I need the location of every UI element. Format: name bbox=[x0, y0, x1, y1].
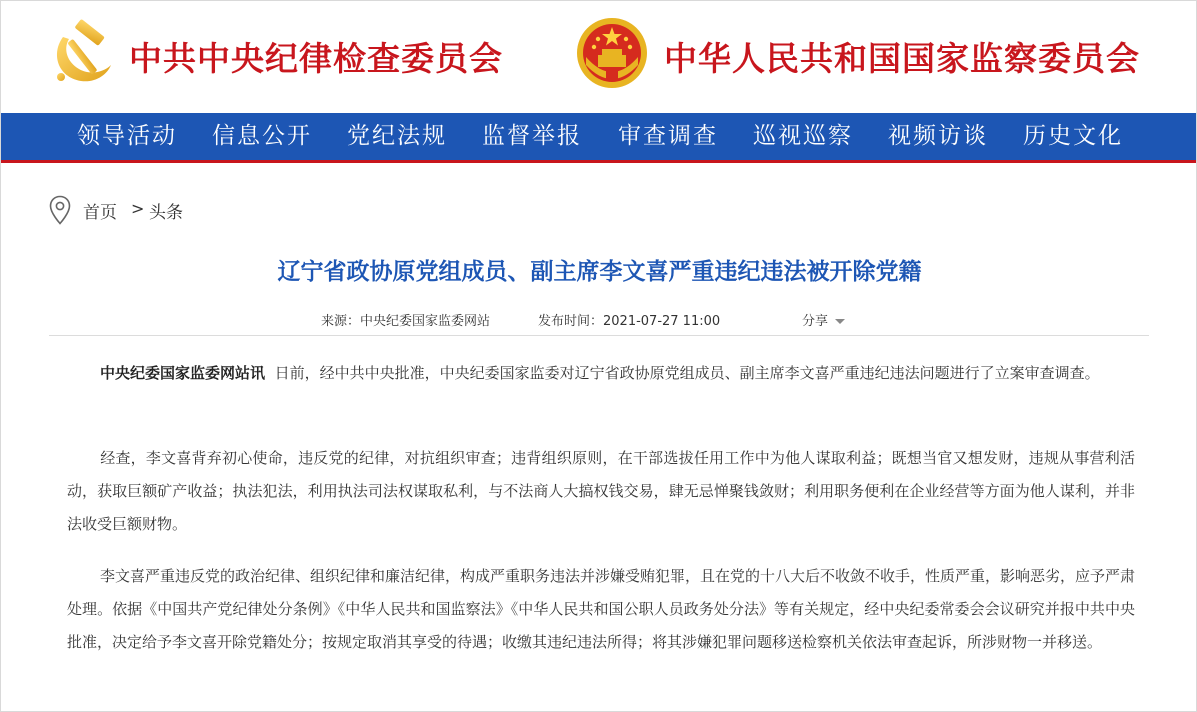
article-source: 来源：中央纪委国家监委网站 bbox=[321, 314, 491, 329]
national-emblem-icon bbox=[574, 15, 650, 91]
nav-item-report[interactable]: 监督举报 bbox=[482, 123, 582, 149]
article-paragraph-2 bbox=[67, 442, 1135, 541]
breadcrumb-current-link[interactable]: 头条 bbox=[149, 203, 183, 223]
nav-item-video[interactable]: 视频访谈 bbox=[888, 123, 988, 149]
divider bbox=[49, 335, 1149, 336]
hammer-sickle-icon bbox=[49, 19, 117, 87]
article-paragraph-2-text: 经查，李文喜背弃初心使命，违反党的纪律，对抗组织审查；违背组织原则，在干部选拔任用工作中为他人谋取利益；既想当官又想发财，违规从事营利活动，获取巨额矿产收益；执法犯法，利用执法司法权谋取私利，与不法商人大搞权钱交易，肆无忌惮聚钱敛财；利用职务便利在企业经营等方面为他人谋利，并非法收受巨额财物。 bbox=[67, 449, 1135, 533]
org-title-ccdi: 中共中央纪律检查委员会 bbox=[129, 39, 503, 78]
nav-item-history[interactable]: 历史文化 bbox=[1023, 123, 1123, 149]
location-pin-icon bbox=[49, 195, 71, 225]
breadcrumb-separator: > bbox=[131, 199, 145, 218]
article-lead: 中央纪委国家监委网站讯 bbox=[100, 364, 266, 382]
share-button[interactable] bbox=[802, 310, 845, 329]
article-paragraph-1 bbox=[67, 357, 1135, 390]
article-paragraph-3 bbox=[67, 560, 1135, 659]
nav-item-leadership[interactable]: 领导活动 bbox=[77, 123, 177, 149]
breadcrumb-home-link[interactable]: 首页 bbox=[83, 203, 117, 223]
main-nav bbox=[1, 113, 1197, 163]
caret-down-icon bbox=[835, 319, 845, 324]
article-paragraph-1-text: 日前，经中共中央批准，中央纪委国家监委对辽宁省政协原党组成员、副主席李文喜严重违纪违法问题进行了立案审查调查。 bbox=[274, 364, 1100, 382]
org-title-nsc: 中华人民共和国国家监察委员会 bbox=[664, 39, 1140, 78]
nav-item-investigation[interactable]: 审查调查 bbox=[618, 123, 718, 149]
article-publish-time: 发布时间：2021-07-27 11:00 bbox=[538, 314, 721, 329]
nav-item-inspection[interactable]: 巡视巡察 bbox=[753, 123, 853, 149]
share-label: 分享 bbox=[802, 314, 829, 329]
nav-item-regulations[interactable]: 党纪法规 bbox=[347, 123, 447, 149]
article-title: 辽宁省政协原党组成员、副主席李文喜严重违纪违法被开除党籍 bbox=[277, 259, 922, 285]
article-paragraph-3-text: 李文喜严重违反党的政治纪律、组织纪律和廉洁纪律，构成严重职务违法并涉嫌受贿犯罪，且在党的十八大后不收敛不收手，性质严重，影响恶劣，应予严肃处理。依据《中国共产党纪律处分条例》《中华人民共和国监察法》《中华人民共和国公职人员政务处分法》等有关规定，经中央纪委常委会会议研究并报中共中央批准，决定给予李文喜开除党籍处分；按规定取消其享受的待遇；收缴其违纪违法所得；将其涉嫌犯罪问题移送检察机关依法审查起诉，所涉财物一并移送。 bbox=[67, 567, 1136, 651]
nav-item-information[interactable]: 信息公开 bbox=[212, 123, 312, 149]
site-header bbox=[1, 1, 1197, 113]
